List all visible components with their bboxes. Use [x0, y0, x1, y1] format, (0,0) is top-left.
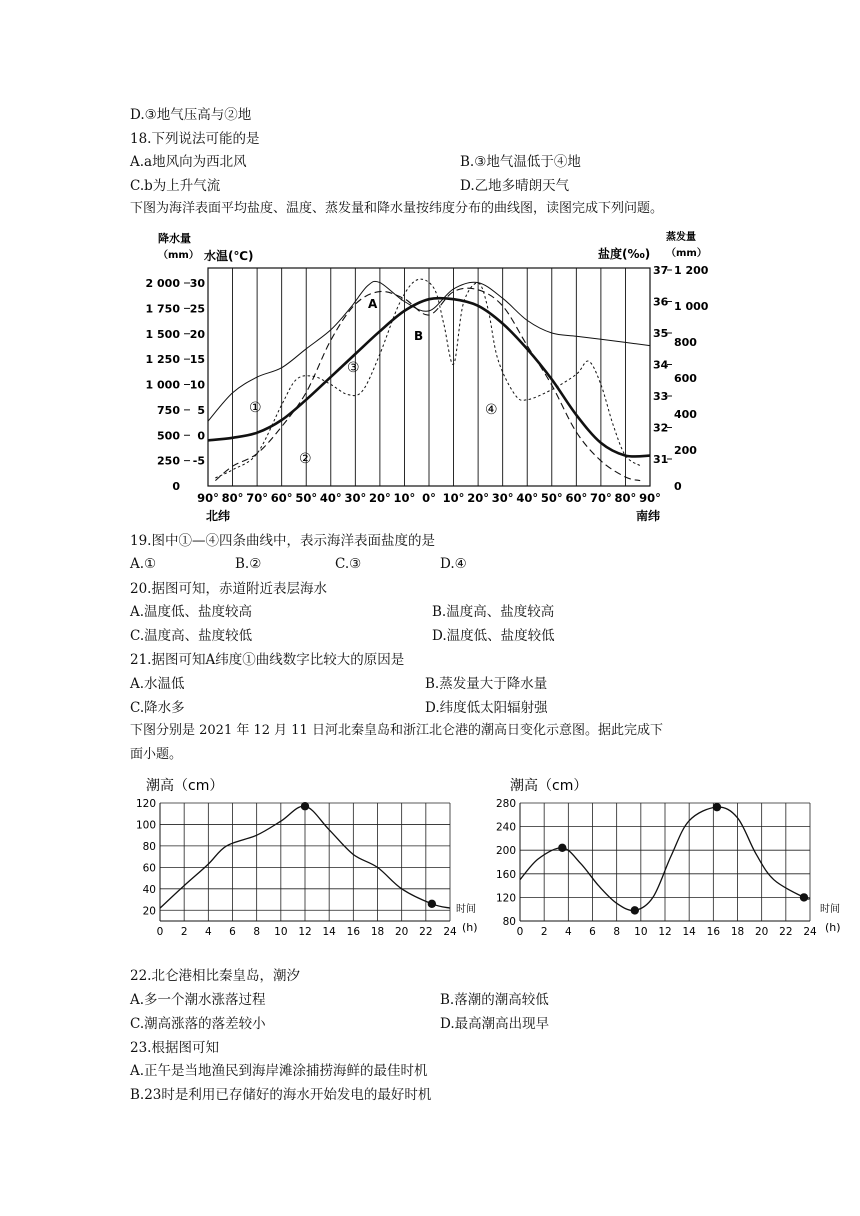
- q19-option-a: A.①: [130, 556, 157, 572]
- q22-option-b: B.落潮的潮高较低: [440, 992, 549, 1008]
- evap-tick-label: 0: [674, 480, 682, 493]
- ocean-latitude-chart: [145, 228, 710, 528]
- tide2-xunit: (h): [825, 921, 841, 934]
- tide1-y-tick: 80: [142, 840, 156, 853]
- tide2-y-tick: 160: [495, 868, 516, 881]
- q21-option-c: C.降水多: [130, 700, 185, 716]
- marker-curve-4: ④: [485, 402, 498, 418]
- tide2-x-tick: 10: [634, 926, 648, 938]
- marker-b: B: [414, 329, 424, 343]
- q18-option-b: B.③地气温低于④地: [460, 154, 581, 170]
- tide1-peak-point: [301, 802, 309, 810]
- tide1-x-tick: 10: [274, 926, 288, 938]
- tide1-y-tick: 100: [135, 819, 156, 832]
- tide1-x-tick: 16: [346, 926, 361, 938]
- q19-option-d: D.④: [440, 556, 467, 572]
- temp-tick-label: -5: [192, 454, 205, 468]
- evap-tick-label: 200: [674, 444, 697, 457]
- tide2-x-tick: 20: [754, 926, 769, 938]
- ocean-grid: [208, 268, 650, 486]
- salinity-tick-label: 32: [653, 421, 669, 435]
- salinity-tick-label: 37: [653, 264, 669, 277]
- lat-tick-label: 70°: [590, 491, 612, 505]
- lat-tick-label: 40°: [319, 491, 342, 505]
- lat-tick-label: 50°: [295, 491, 318, 505]
- evap-tick-label: 1 200: [674, 264, 709, 277]
- q23-stem: 23.根据图可知: [130, 1040, 219, 1056]
- q22-option-a: A.多一个潮水涨落过程: [130, 992, 266, 1008]
- tide1-xlabel: 时间: [456, 904, 476, 915]
- tide-chart-beilun: [490, 770, 850, 940]
- evap-axis-unit: （mm）: [666, 248, 707, 259]
- tide2-ylabel: 潮高（cm）: [510, 778, 588, 794]
- precip-tick-label: 1 000: [145, 378, 180, 392]
- salinity-tick-label: 31: [653, 453, 669, 466]
- tide-chart-qinhuangdao: [130, 770, 490, 940]
- evap-tick-label: 800: [674, 336, 697, 349]
- lat-tick-label: 50°: [540, 491, 563, 505]
- precip-tick-label: 250: [157, 454, 180, 468]
- precip-tick-label: 1 750: [145, 302, 180, 316]
- q18-option-a: A.a地风向为西北风: [130, 154, 247, 170]
- q23-option-a: A.正午是当地渔民到海岸滩涂捕捞海鲜的最佳时机: [130, 1063, 428, 1079]
- q20-option-b: B.温度高、盐度较高: [432, 604, 555, 620]
- tide2-x-tick: 22: [779, 926, 793, 938]
- temp-tick-label: 20: [189, 327, 205, 341]
- tide2-x-tick: 6: [589, 926, 596, 938]
- q21-stem: 21.据图可知A纬度①曲线数字比较大的原因是: [130, 652, 405, 668]
- lat-tick-label: 40°: [516, 491, 539, 505]
- lat-tick-label: 0°: [422, 491, 436, 505]
- tide1-x-tick: 0: [156, 926, 164, 938]
- q20-stem: 20.据图可知，赤道附近表层海水: [130, 581, 327, 597]
- tide1-x-tick: 2: [180, 926, 188, 938]
- precip-axis-unit: （mm）: [158, 250, 199, 261]
- tide2-x-tick: 2: [540, 926, 548, 938]
- tide2-x-tick: 0: [516, 926, 524, 938]
- lat-tick-label: 30°: [344, 491, 367, 505]
- evap-axis-title: 蒸发量: [666, 232, 696, 243]
- tide2-x-tick: 24: [803, 926, 817, 938]
- tide2-y-tick: 240: [495, 821, 516, 834]
- tide1-y-tick: 20: [142, 905, 156, 918]
- lat-tick-label: 60°: [270, 491, 293, 505]
- q21-option-a: A.水温低: [130, 676, 185, 692]
- precip-tick-label: 1 250: [145, 353, 180, 367]
- tide1-x-tick: 20: [394, 926, 409, 938]
- q19-option-b: B.②: [235, 556, 262, 572]
- lat-tick-label: 90°: [639, 491, 661, 505]
- tide2-peak-point: [800, 893, 808, 901]
- tide1-x-tick: 6: [229, 926, 236, 938]
- temp-tick-label: 30: [189, 277, 205, 290]
- intro-tide-line1: 下图分别是 2021 年 12 月 11 日河北秦皇岛和浙江北仑港的潮高日变化示意图。据此完成下: [130, 723, 663, 738]
- tide1-y-tick: 120: [135, 798, 156, 810]
- temp-tick-label: 15: [189, 353, 205, 367]
- lat-tick-label: 80°: [221, 491, 244, 505]
- precip-axis-title: 降水量: [158, 232, 191, 245]
- salinity-tick-label: 33: [653, 390, 669, 403]
- precip-tick-label: 1 500: [145, 327, 180, 341]
- tide2-peak-point: [631, 906, 639, 914]
- tide1-peak-point: [428, 900, 436, 908]
- tide1-x-tick: 12: [298, 926, 312, 938]
- tide1-y-tick: 40: [142, 883, 156, 896]
- evap-tick-label: 400: [674, 408, 697, 421]
- tide1-x-tick: 22: [419, 926, 433, 938]
- q19-stem: 19.图中①—④四条曲线中，表示海洋表面盐度的是: [130, 533, 435, 549]
- temp-tick-label: 0: [197, 429, 205, 443]
- q18-option-c: C.b为上升气流: [130, 178, 221, 194]
- temp-tick-label: 10: [189, 378, 205, 392]
- q18-stem: 18.下列说法可能的是: [130, 131, 260, 147]
- intro-tide-line2: 面小题。: [130, 747, 183, 762]
- tide2-peak-point: [558, 844, 566, 852]
- marker-a: A: [368, 297, 378, 311]
- lat-tick-label: 20°: [369, 491, 391, 505]
- tide2-x-tick: 12: [658, 926, 672, 938]
- q23-option-b: B.23时是利用已存储好的海水开始发电的最好时机: [130, 1087, 432, 1103]
- temp-axis-title: 水温(℃): [204, 249, 254, 263]
- tide2-x-tick: 8: [613, 926, 621, 938]
- tide2-x-tick: 4: [564, 926, 572, 938]
- lat-tick-label: 80°: [614, 491, 637, 505]
- lat-tick-label: 10°: [393, 491, 416, 505]
- salinity-tick-label: 36: [653, 295, 669, 309]
- intro-ocean: 下图为海洋表面平均盐度、温度、蒸发量和降水量按纬度分布的曲线图，读图完成下列问题。: [130, 201, 664, 216]
- marker-curve-3: ③: [347, 360, 360, 376]
- lat-tick-label: 20°: [467, 491, 489, 505]
- q21-option-b: B.蒸发量大于降水量: [425, 676, 548, 692]
- tide1-y-tick: 60: [142, 862, 156, 875]
- salinity-tick-label: 34: [653, 358, 669, 372]
- q20-option-d: D.温度低、盐度较低: [432, 628, 555, 644]
- lat-tick-label: 30°: [491, 491, 514, 505]
- marker-curve-1: ①: [249, 400, 262, 416]
- evap-tick-label: 1 000: [674, 300, 709, 313]
- tide2-x-tick: 16: [706, 926, 721, 938]
- q20-option-c: C.温度高、盐度较低: [130, 628, 253, 644]
- tide1-x-tick: 8: [253, 926, 261, 938]
- marker-curve-2: ②: [299, 451, 312, 467]
- q17-option-d: D.③地气压高与②地: [130, 107, 252, 123]
- q21-option-d: D.纬度低太阳辐射强: [425, 700, 548, 716]
- temp-tick-label: 5: [197, 403, 205, 417]
- salinity-axis-title: 盐度(‰): [598, 247, 651, 261]
- q18-option-d: D.乙地多晴朗天气: [460, 178, 570, 194]
- q19-option-c: C.③: [335, 556, 362, 572]
- tide2-xlabel: 时间: [820, 904, 840, 915]
- q22-option-c: C.潮高涨落的落差较小: [130, 1016, 266, 1032]
- lat-tick-label: 70°: [246, 491, 268, 505]
- tide2-x-tick: 14: [682, 926, 696, 938]
- tide1-x-tick: 18: [370, 926, 385, 938]
- tide1-ylabel: 潮高（cm）: [146, 778, 224, 794]
- tide1-x-tick: 24: [443, 926, 457, 938]
- south-latitude-label: 南纬: [636, 509, 661, 523]
- tide2-x-tick: 18: [730, 926, 745, 938]
- q22-stem: 22.北仑港相比秦皇岛，潮汐: [130, 968, 300, 984]
- tide2-y-tick: 280: [495, 798, 516, 810]
- q20-option-a: A.温度低、盐度较高: [130, 604, 253, 620]
- tide1-x-tick: 4: [204, 926, 212, 938]
- north-latitude-label: 北纬: [206, 509, 231, 523]
- temp-tick-label: 25: [189, 302, 205, 316]
- evap-tick-label: 600: [674, 372, 697, 385]
- tide2-y-tick: 200: [495, 845, 516, 858]
- precip-tick-label: 500: [157, 429, 180, 443]
- lat-tick-label: 10°: [442, 491, 465, 505]
- tide1-x-tick: 14: [322, 926, 336, 938]
- precip-tick-label: 0: [172, 480, 180, 493]
- tide2-y-tick: 80: [502, 916, 516, 928]
- lat-tick-label: 60°: [565, 491, 588, 505]
- salinity-tick-label: 35: [653, 327, 669, 340]
- tide1-xunit: (h): [462, 921, 478, 934]
- lat-tick-label: 90°: [197, 491, 219, 505]
- tide2-y-tick: 120: [495, 892, 516, 905]
- q22-option-d: D.最高潮高出现早: [440, 1016, 550, 1032]
- tide2-peak-point: [713, 803, 721, 811]
- precip-tick-label: 750: [157, 403, 180, 417]
- precip-tick-label: 2 000: [145, 277, 180, 290]
